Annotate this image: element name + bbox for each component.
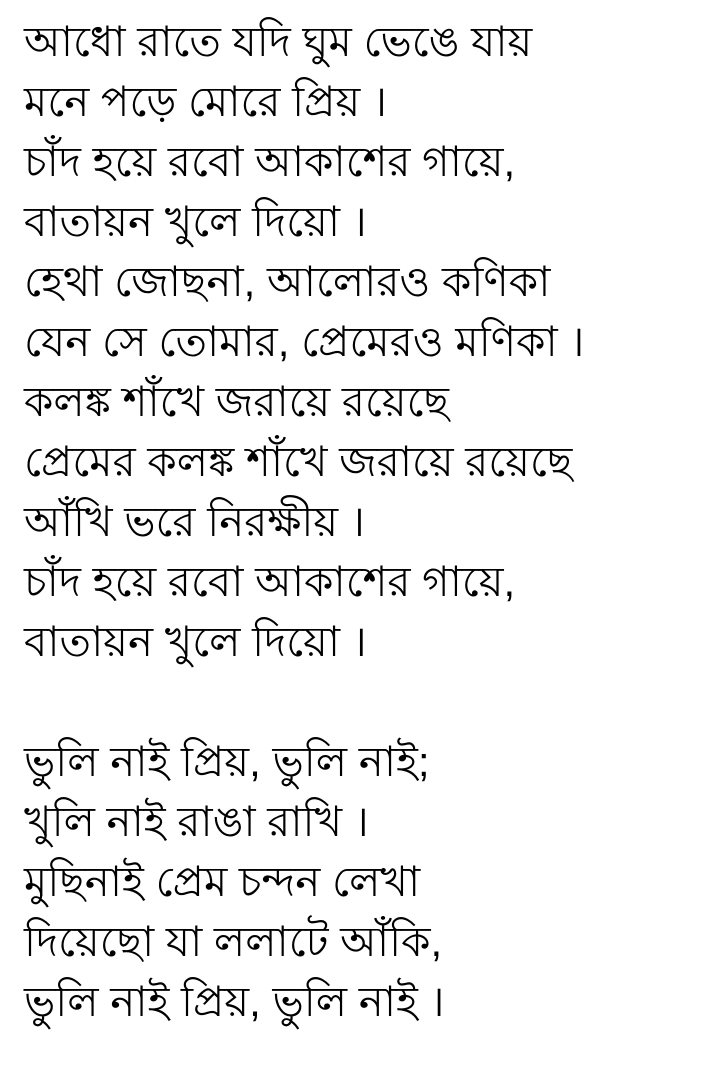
lyrics-line: খুলি নাই রাঙা রাখি । <box>24 798 369 845</box>
lyrics-line: ভুলি নাই প্রিয়, ভুলি নাই; <box>24 738 430 785</box>
lyrics-line: যেন সে তোমার, প্রেমেরও মণিকা । <box>24 318 585 365</box>
stanza-1 <box>24 12 710 672</box>
lyrics-line: মনে পড়ে মোরে প্রিয় । <box>24 78 387 125</box>
lyrics-line: প্রেমের কলঙ্ক শাঁখে জরায়ে রয়েছে <box>24 438 573 485</box>
lyrics-line: ভুলি নাই প্রিয়, ভুলি নাই । <box>24 978 445 1025</box>
lyrics-line: চাঁদ হয়ে রবো আকাশের গায়ে, <box>24 558 516 605</box>
lyrics-line: মুছিনাই প্রেম চন্দন লেখা <box>24 858 421 905</box>
stanza-2 <box>24 732 710 1032</box>
lyrics-line: দিয়েছো যা ললাটে আঁকি, <box>24 918 443 965</box>
lyrics-line: চাঁদ হয়ে রবো আকাশের গায়ে, <box>24 138 516 185</box>
lyrics-line: বাতায়ন খুলে দিয়ো । <box>24 198 367 245</box>
lyrics-line: হেথা জোছনা, আলোরও কণিকা <box>24 258 551 305</box>
lyrics-line: বাতায়ন খুলে দিয়ো । <box>24 618 367 665</box>
lyrics-line: কলঙ্ক শাঁখে জরায়ে রয়েছে <box>24 378 449 425</box>
lyrics-line: আধো রাতে যদি ঘুম ভেঙে যায় <box>24 18 533 65</box>
lyrics-line: আঁখি ভরে নিরক্ষীয় । <box>24 498 365 545</box>
